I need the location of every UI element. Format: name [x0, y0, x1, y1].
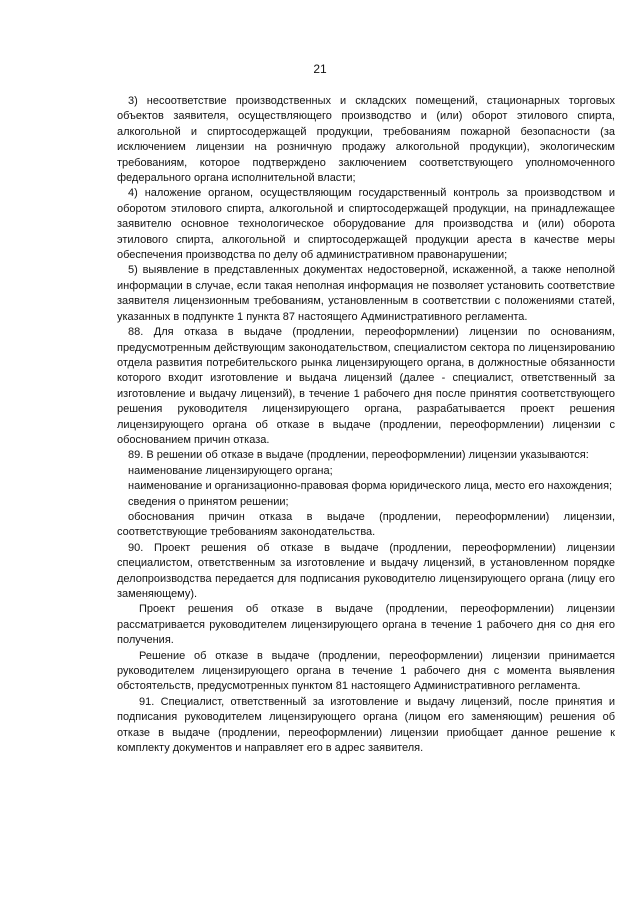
list-item-decision-info: сведения о принятом решении; [128, 495, 289, 508]
paragraph-89: 89. В решении об отказе в выдаче (продлении, переоформлении) лицензии указываются: [128, 449, 589, 462]
paragraph-item-3: 3) несоответствие производственных и складских помещений, стационарных торговых объектов заявителя, осуществляющего производство и (или) оборот этилового спирта, алкогольной и спиртосодержащей продукции, требованиям пожарной безопасности (за исключением лицензии на розничную продажу алкогольной продукции), экологическим требованиям, которое подтверждено заключением соответствующего уполномоченного федерального органа исполнительной власти; [117, 95, 615, 185]
paragraph-item-5: 5) выявление в представленных документах недостоверной, искаженной, а также неполной информации в случае, если такая неполная информация не позволяет установить соответствие заявителя лицензионным требованиям, установленным в соответствии с положениями статей, указанных в подпункте 1 пункта 87 настоящего Административного регламента. [117, 264, 615, 323]
list-item-authority-name: наименование лицензирующего органа; [128, 464, 333, 477]
page-number: 21 [313, 62, 327, 76]
paragraph-91: 91. Специалист, ответственный за изготовление и выдачу лицензий, после принятия и подписания руководителем лицензирующего органа (лицом его заменяющим) решения об отказе в выдаче (продлении, переоформлении) лицензии приобщает данное решение к комплекту документов и направляет его в адрес заявителя. [117, 695, 615, 755]
paragraph-90-review: Проект решения об отказе в выдаче (продлении, переоформлении) лицензии рассматривается руководителем лицензирующего органа в течение 1 рабочего дня со дня его получения. [117, 603, 615, 647]
list-item-legal-entity: наименование и организационно-правовая форма юридического лица, место его нахождения; [128, 480, 613, 493]
document-body [117, 94, 615, 756]
list-item-refusal-reasons: обоснования причин отказа в выдаче (продлении, переоформлении) лицензии, соответствующие требованиям законодательства. [117, 510, 615, 539]
paragraph-88: 88. Для отказа в выдаче (продлении, переоформлении) лицензии по основаниям, предусмотренным действующим законодательством, специалистом сектора по лицензированию отдела развития потребительского рынка лицензирующего органа, в должностные обязанности которого входит изготовление и выдача лицензий (далее - специалист, ответственный за изготовление и выдачу лицензий), в течение 1 рабочего дня после принятия соответствующего решения руководителя лицензирующего органа, разрабатывается проект решения лицензирующего органа об отказе в выдаче (продлении, переоформлении) лицензии с обоснованием причин отказа. [117, 326, 615, 446]
paragraph-item-4: 4) наложение органом, осуществляющим государственный контроль за производством и оборотом этилового спирта, алкогольной и спиртосодержащей продукции, на принадлежащее заявителю основное технологическое оборудование для производства и (или) оборота этилового спирта, алкогольной и спиртосодержащей продукции ареста в качестве меры обеспечения производства по делу об административном правонарушении; [117, 187, 615, 262]
paragraph-90: 90. Проект решения об отказе в выдаче (продлении, переоформлении) лицензии специалистом, ответственным за изготовление и выдачу лицензий, в установленном порядке делопроизводства передается для подписания руководителю лицензирующего органа (лицу его заменяющему). [117, 541, 615, 600]
paragraph-90-decision: Решение об отказе в выдаче (продлении, переоформлении) лицензии принимается руководителем лицензирующего органа в течение 1 рабочего дня с момента выявления обстоятельств, предусмотренных пунктом 81 настоящего Административного регламента. [117, 649, 615, 693]
